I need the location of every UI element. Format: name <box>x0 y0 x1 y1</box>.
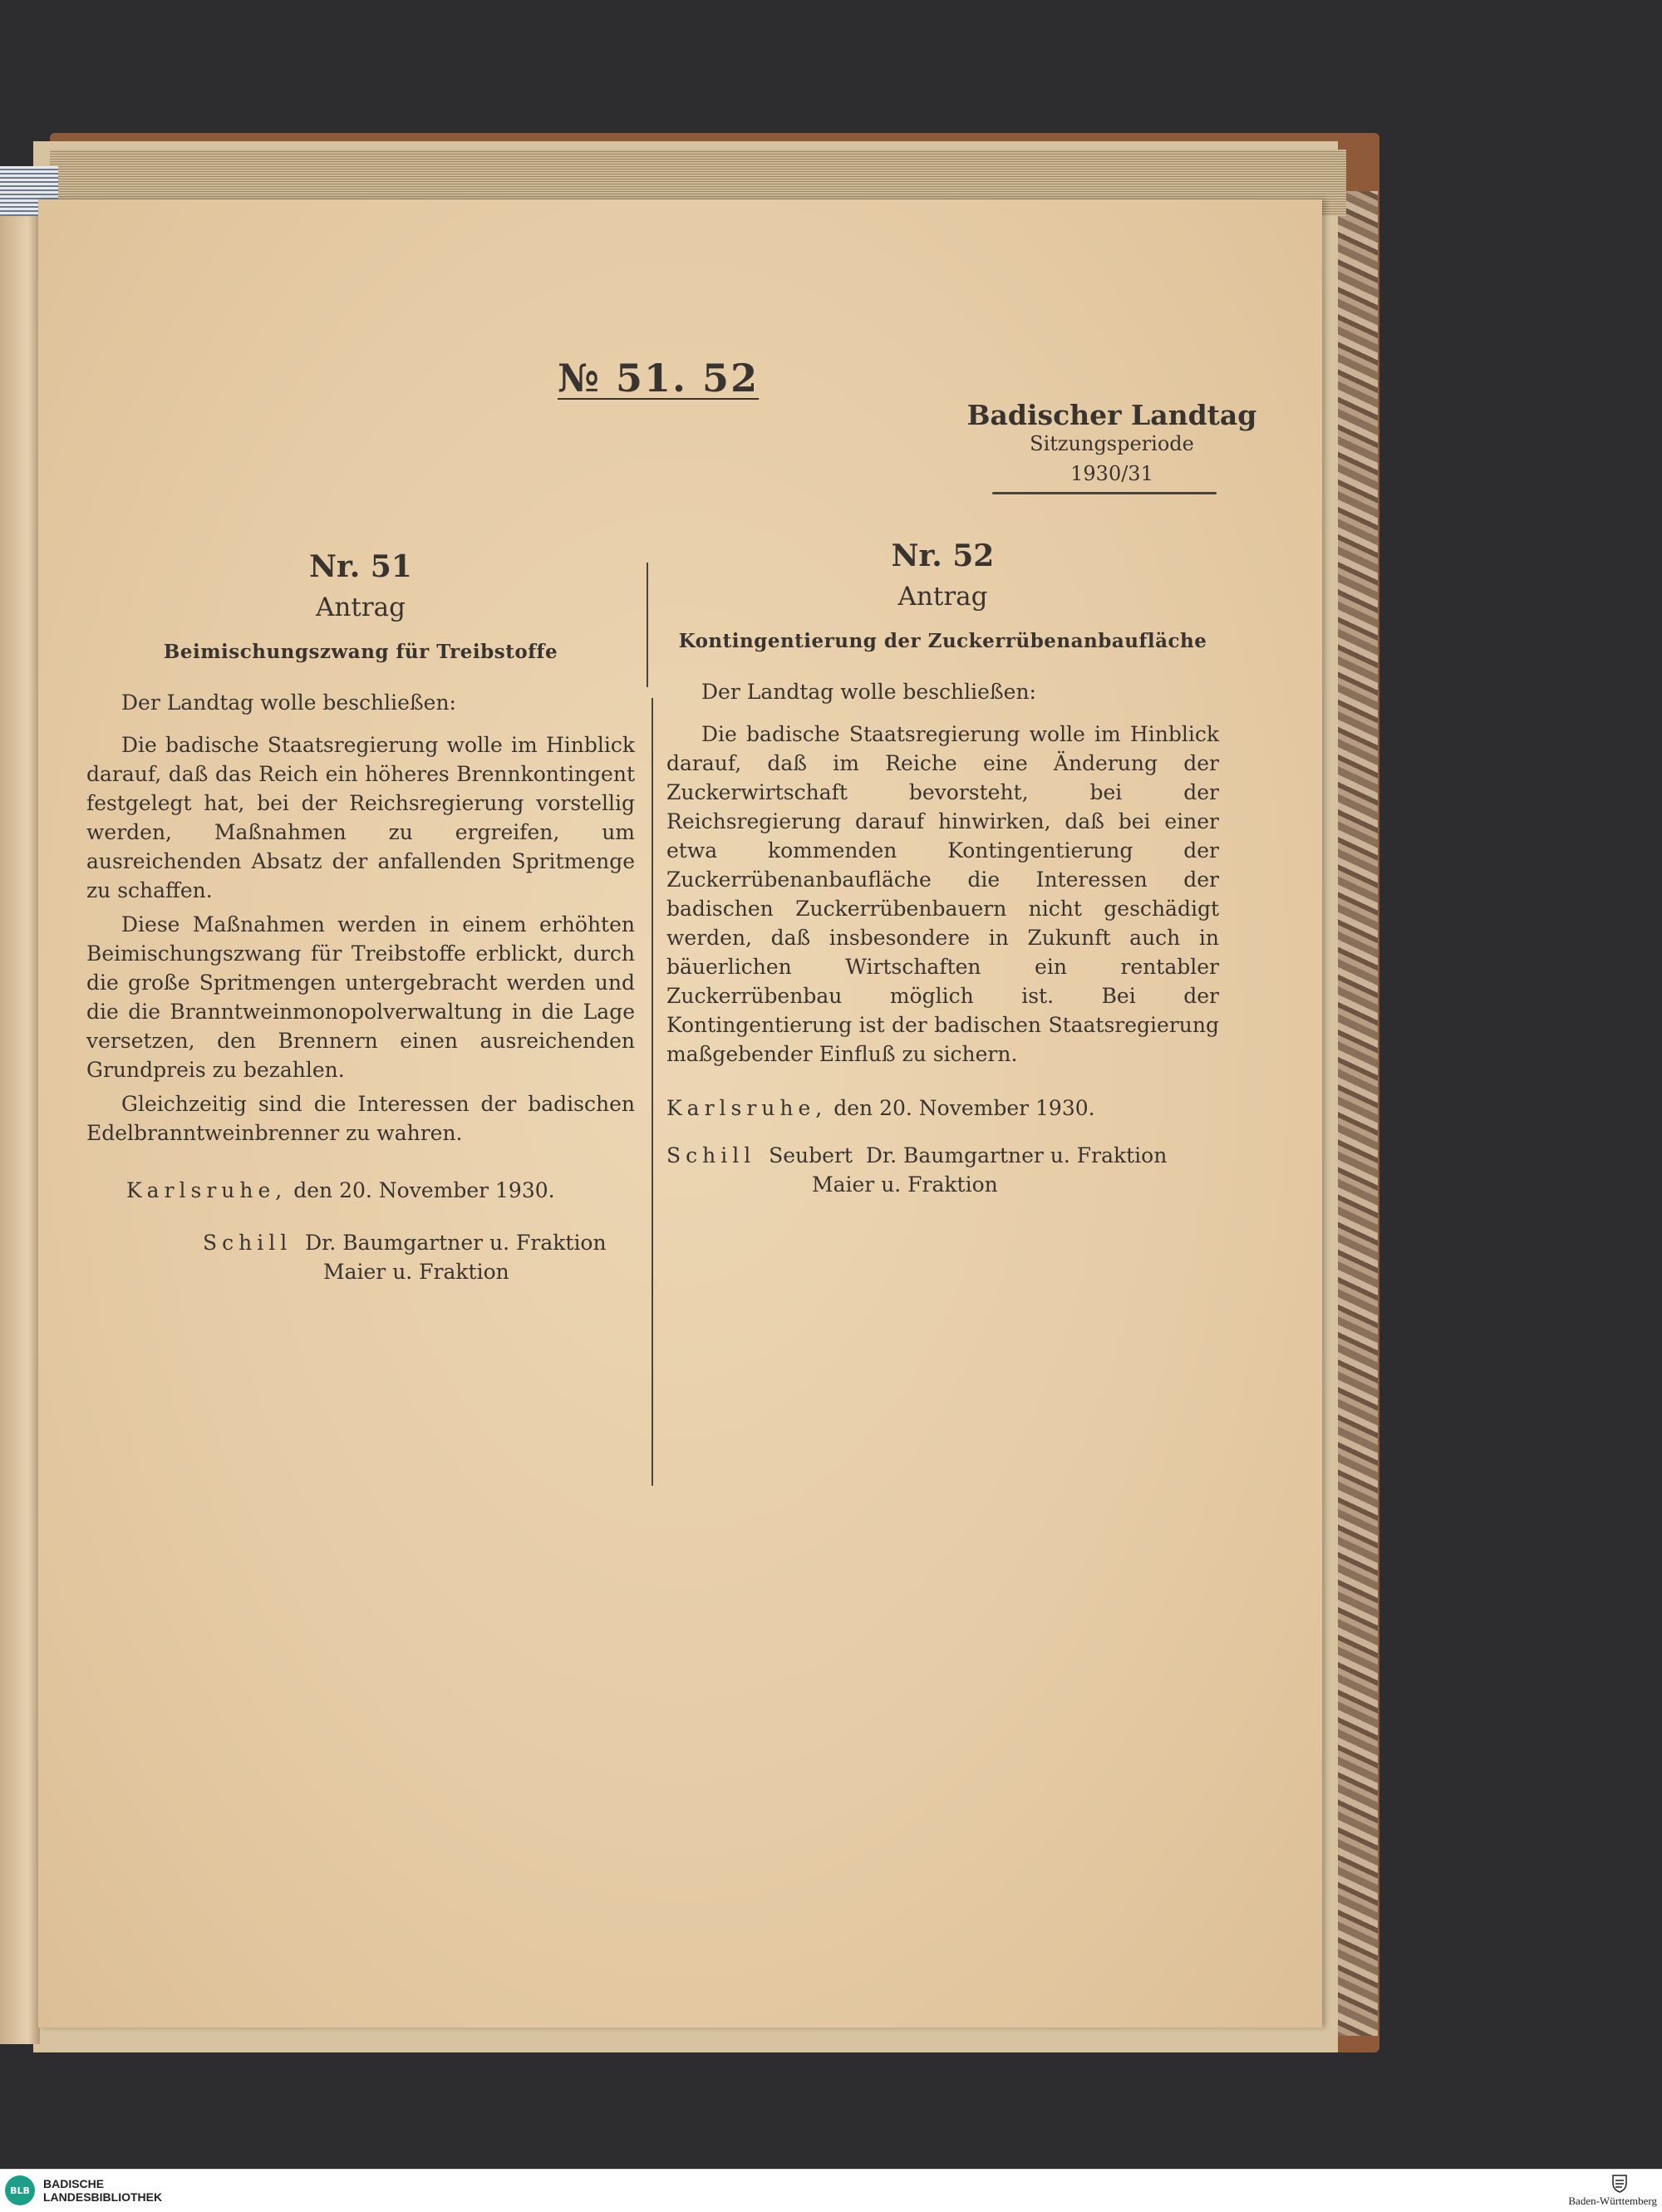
parliament-name: Badischer Landtag <box>966 399 1257 431</box>
left-sign-1: Schill <box>203 1231 293 1255</box>
right-signatures <box>666 1141 1219 1170</box>
right-sign-4: Maier u. Fraktion <box>812 1172 998 1197</box>
right-nr: Nr. 52 <box>891 538 995 573</box>
left-sign-2: Dr. Baumgartner u. Fraktion <box>305 1231 607 1255</box>
header-underline <box>992 492 1217 494</box>
left-page-sliver <box>0 191 40 2044</box>
library-name-line-2: LANDESBIBLIOTHEK <box>43 2190 163 2204</box>
viewer-footer <box>0 2169 1662 2212</box>
document-number: № 51. 52 <box>558 356 760 401</box>
library-name[interactable] <box>43 2177 162 2204</box>
left-paragraph-3: Gleichzeitig sind die Interessen der badischen Edelbranntweinbrenner zu wahren. <box>86 1092 635 1145</box>
blb-logo-icon[interactable]: BLB <box>5 2175 35 2205</box>
right-type: Antrag <box>897 582 988 612</box>
state-name: Baden-Württemberg <box>1568 2195 1657 2207</box>
right-sign-3: Dr. Baumgartner u. Fraktion <box>865 1143 1168 1167</box>
right-motion <box>666 538 1219 1199</box>
right-date-line <box>666 1094 1219 1123</box>
right-subject: Kontingentierung der Zuckerrübenanbaufläche <box>678 630 1207 652</box>
right-place: Karlsruhe, <box>666 1096 828 1120</box>
left-nr: Nr. 51 <box>309 549 412 584</box>
right-date: den 20. November 1930. <box>833 1096 1095 1120</box>
library-name-line-1: BADISCHE <box>43 2177 105 2190</box>
left-date: den 20. November 1930. <box>293 1178 555 1202</box>
left-subject: Beimischungszwang für Treibstoffe <box>163 641 558 663</box>
left-paragraph-1: Die badische Staatsregierung wolle im Hinblick darauf, daß das Reich ein höheres Brennkontingent festgelegt hat, bei der Reichsregierung vorstellig werden, Maßnahmen zu ergreifen, um ausreichenden Absatz der anfallenden Spritmenge zu schaffen. <box>86 733 635 902</box>
column-divider <box>652 698 653 1486</box>
right-sign-2: Seubert <box>769 1143 853 1167</box>
left-signatures <box>86 1228 635 1257</box>
left-motion <box>86 549 635 1286</box>
left-date-line <box>86 1176 635 1205</box>
left-paragraph-2: Diese Maßnahmen werden in einem erhöhten Beimischungszwang für Treibstoffe erblickt, durch die große Spritmengen untergebracht werden und die die Branntweinmonopolverwaltung in die Lage versetzen, den Brennern einen ausreichenden Grundpreis zu bezahlen. <box>86 912 635 1082</box>
document-page <box>38 199 1322 2028</box>
state-crest-icon <box>1610 2173 1629 2193</box>
session-years: 1930/31 <box>1070 462 1153 485</box>
left-intro: Der Landtag wolle beschließen: <box>121 691 456 715</box>
right-sign-1: Schill <box>666 1143 756 1167</box>
session-label: Sitzungsperiode <box>1030 432 1194 455</box>
left-type: Antrag <box>316 592 406 622</box>
right-paragraph-1: Die badische Staatsregierung wolle im Hinblick darauf, daß im Reiche eine Änderung der Zuckerwirtschaft bevorsteht, bei der Reichsregierung darauf hinwirken, daß bei einer etwa kommenden Kontingentierung der Zuckerrübenanbaufläche die Interessen der badischen Zuckerrübenbauern nicht geschädigt werden, daß insbesondere in Zukunft auch in bäuerlichen Wirtschaften ein rentabler Zuckerrübenbau möglich ist. Bei der Kontingentierung ist der badischen Staatsregierung maßgebender Einfluß zu sichern. <box>666 722 1219 1066</box>
column-divider-top <box>647 563 648 687</box>
left-sign-3: Maier u. Fraktion <box>323 1260 509 1284</box>
left-place: Karlsruhe, <box>126 1178 288 1202</box>
right-intro: Der Landtag wolle beschließen: <box>701 680 1036 704</box>
